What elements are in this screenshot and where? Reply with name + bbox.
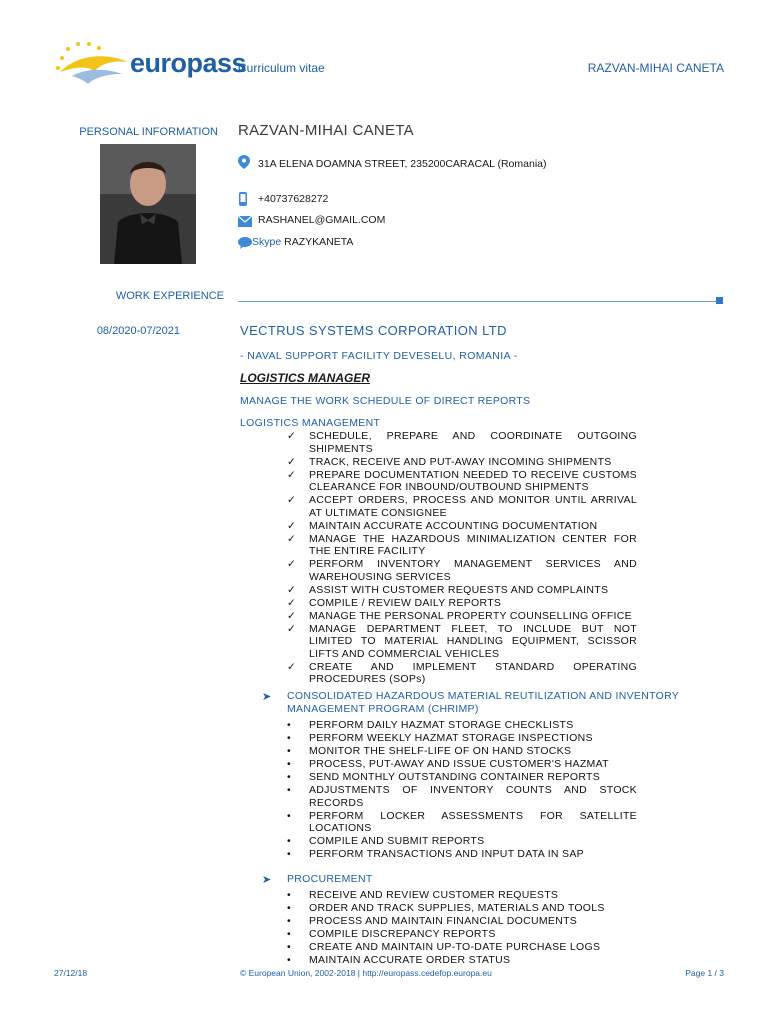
check-icon: ✓ xyxy=(287,558,297,570)
list-item xyxy=(287,456,637,469)
job-description: MANAGE THE WORK SCHEDULE OF DIRECT REPORTS xyxy=(240,395,531,407)
procurement-list xyxy=(287,889,637,967)
chrimp-list xyxy=(287,719,637,861)
list-item-text: MONITOR THE SHELF-LIFE OF ON HAND STOCKS xyxy=(309,745,572,757)
list-item-text: PERFORM TRANSACTIONS AND INPUT DATA IN SAP xyxy=(309,848,584,860)
work-experience-label: WORK EXPERIENCE xyxy=(115,290,224,302)
bullet-icon: • xyxy=(287,902,291,914)
list-item xyxy=(287,520,637,533)
bullet-icon: • xyxy=(287,954,291,966)
email-text: RASHANEL@GMAIL.COM xyxy=(258,214,386,226)
skype-handle: RAZYKANETA xyxy=(284,236,354,248)
list-item-text: ADJUSTMENTS OF INVENTORY COUNTS AND STOCK RECORDS xyxy=(309,784,637,809)
list-item xyxy=(287,915,637,928)
list-item xyxy=(287,469,637,494)
list-item-text: MANAGE DEPARTMENT FLEET, TO INCLUDE BUT NOT LIMITED TO MATERIAL HANDLING EQUIPMENT, SCISSOR LIFTS AND COMMERCIAL VEHICLES xyxy=(309,622,637,660)
list-item xyxy=(287,745,637,758)
bullet-icon: • xyxy=(287,758,291,770)
list-item xyxy=(287,835,637,848)
list-item xyxy=(287,941,637,954)
location-icon xyxy=(238,155,252,169)
procurement-heading: PROCUREMENT xyxy=(287,873,373,885)
list-item-text: PERFORM DAILY HAZMAT STORAGE CHECKLISTS xyxy=(309,719,574,731)
list-item-text: CREATE AND IMPLEMENT STANDARD OPERATING PROCEDURES (SOPs) xyxy=(309,660,637,685)
procurement-section xyxy=(262,873,712,886)
list-item xyxy=(287,430,637,455)
bullet-icon: • xyxy=(287,835,291,847)
list-item-text: COMPILE AND SUBMIT REPORTS xyxy=(309,835,485,847)
list-item-text: SCHEDULE, PREPARE AND COORDINATE OUTGOING SHIPMENTS xyxy=(309,430,637,455)
check-icon: ✓ xyxy=(287,583,297,596)
list-item-text: ORDER AND TRACK SUPPLIES, MATERIALS AND TOOLS xyxy=(309,902,605,914)
personal-information-label: PERSONAL INFORMATION xyxy=(79,126,218,138)
bullet-icon: • xyxy=(287,732,291,744)
footer-page: Page 1 / 3 xyxy=(685,968,724,978)
list-item xyxy=(287,848,637,861)
logistics-list xyxy=(287,430,637,686)
list-item-text: MANAGE THE PERSONAL PROPERTY COUNSELLING OFFICE xyxy=(309,609,632,622)
skype-label: Skype xyxy=(252,236,282,248)
list-item xyxy=(287,623,637,661)
chat-icon xyxy=(238,236,252,250)
arrow-icon: ➤ xyxy=(262,691,272,703)
check-icon: ✓ xyxy=(287,494,297,506)
footer-date: 27/12/18 xyxy=(54,968,88,978)
bullet-icon: • xyxy=(287,745,291,757)
list-item-text: PERFORM WEEKLY HAZMAT STORAGE INSPECTIONS xyxy=(309,732,593,744)
list-item-text: ASSIST WITH CUSTOMER REQUESTS AND COMPLAINTS xyxy=(309,583,609,596)
list-item-text: COMPILE / REVIEW DAILY REPORTS xyxy=(309,596,502,609)
work-period: 08/2020-07/2021 xyxy=(96,325,180,337)
list-item-text: CREATE AND MAINTAIN UP-TO-DATE PURCHASE LOGS xyxy=(309,941,601,953)
list-item xyxy=(287,810,637,835)
logistics-heading: LOGISTICS MANAGEMENT xyxy=(240,417,381,429)
job-title: LOGISTICS MANAGER xyxy=(240,371,371,385)
list-item xyxy=(287,889,637,902)
europass-wordmark: europass xyxy=(130,48,247,78)
list-item xyxy=(287,597,637,610)
list-item xyxy=(287,771,637,784)
check-icon: ✓ xyxy=(287,519,297,532)
list-item xyxy=(287,732,637,745)
profile-photo xyxy=(100,144,196,264)
header-name: RAZVAN-MIHAI CANETA xyxy=(587,61,724,75)
bullet-icon: • xyxy=(287,941,291,953)
list-item xyxy=(287,928,637,941)
skype-line xyxy=(252,236,353,248)
chrimp-heading: CONSOLIDATED HAZARDOUS MATERIAL REUTILIZATION AND INVENTORY MANAGEMENT PROGRAM (CHRIMP) xyxy=(287,690,679,715)
phone-icon xyxy=(238,192,252,206)
personal-name: RAZVAN-MIHAI CANETA xyxy=(238,122,414,139)
check-icon: ✓ xyxy=(287,609,297,622)
section-rule-marker xyxy=(716,297,723,304)
list-item-text: SEND MONTHLY OUTSTANDING CONTAINER REPORTS xyxy=(309,771,601,783)
bullet-icon: • xyxy=(287,848,291,860)
list-item xyxy=(287,533,637,558)
phone-text: +40737628272 xyxy=(258,193,329,205)
list-item-text: MAINTAIN ACCURATE ORDER STATUS xyxy=(309,954,511,966)
list-item xyxy=(287,784,637,809)
list-item xyxy=(287,954,637,967)
list-item-text: TRACK, RECEIVE AND PUT-AWAY INCOMING SHIPMENTS xyxy=(309,455,612,468)
list-item xyxy=(287,558,637,583)
list-item xyxy=(287,758,637,771)
bullet-icon: • xyxy=(287,809,291,822)
list-item-text: COMPILE DISCREPANCY REPORTS xyxy=(309,928,496,940)
check-icon: ✓ xyxy=(287,660,297,673)
list-item-text: PERFORM LOCKER ASSESSMENTS FOR SATELLITE LOCATIONS xyxy=(309,809,637,834)
list-item-text: PROCESS, PUT-AWAY AND ISSUE CUSTOMER'S HAZMAT xyxy=(309,758,609,770)
work-location: - NAVAL SUPPORT FACILITY DEVESELU, ROMANIA - xyxy=(240,350,518,362)
list-item xyxy=(287,719,637,732)
check-icon: ✓ xyxy=(287,596,297,609)
list-item xyxy=(287,902,637,915)
list-item xyxy=(287,584,637,597)
company-name: VECTRUS SYSTEMS CORPORATION LTD xyxy=(240,323,507,338)
list-item-text: RECEIVE AND REVIEW CUSTOMER REQUESTS xyxy=(309,889,559,901)
list-item-text: PROCESS AND MAINTAIN FINANCIAL DOCUMENTS xyxy=(309,915,578,927)
bullet-icon: • xyxy=(287,784,291,796)
check-icon: ✓ xyxy=(287,455,297,468)
bullet-icon: • xyxy=(287,928,291,940)
bullet-icon: • xyxy=(287,889,291,901)
list-item xyxy=(287,494,637,519)
check-icon: ✓ xyxy=(287,468,297,481)
section-rule xyxy=(238,301,716,302)
arrow-icon: ➤ xyxy=(262,874,272,886)
footer-copyright: © European Union, 2002-2018 | http://europass.cedefop.europa.eu xyxy=(240,968,492,978)
check-icon: ✓ xyxy=(287,532,297,545)
bullet-icon: • xyxy=(287,915,291,927)
email-icon xyxy=(238,214,252,228)
check-icon: ✓ xyxy=(287,430,297,442)
chrimp-section xyxy=(262,690,712,716)
list-item-text: ACCEPT ORDERS, PROCESS AND MONITOR UNTIL ARRIVAL AT ULTIMATE CONSIGNEE xyxy=(309,494,637,519)
list-item-text: MANAGE THE HAZARDOUS MINIMALIZATION CENTER FOR THE ENTIRE FACILITY xyxy=(309,532,637,557)
address-text: 31A ELENA DOAMNA STREET, 235200CARACAL (Romania) xyxy=(258,158,547,170)
list-item-text: PREPARE DOCUMENTATION NEEDED TO RECEIVE CUSTOMS CLEARANCE FOR INBOUND/OUTBOUND SHIPMENTS xyxy=(309,468,637,493)
check-icon: ✓ xyxy=(287,622,297,635)
list-item-text: PERFORM INVENTORY MANAGEMENT SERVICES AND WAREHOUSING SERVICES xyxy=(309,558,637,583)
bullet-icon: • xyxy=(287,771,291,783)
list-item xyxy=(287,661,637,686)
document-type: Curriculum vitae xyxy=(238,61,325,75)
list-item xyxy=(287,610,637,623)
bullet-icon: • xyxy=(287,719,291,731)
list-item-text: MAINTAIN ACCURATE ACCOUNTING DOCUMENTATION xyxy=(309,519,598,532)
